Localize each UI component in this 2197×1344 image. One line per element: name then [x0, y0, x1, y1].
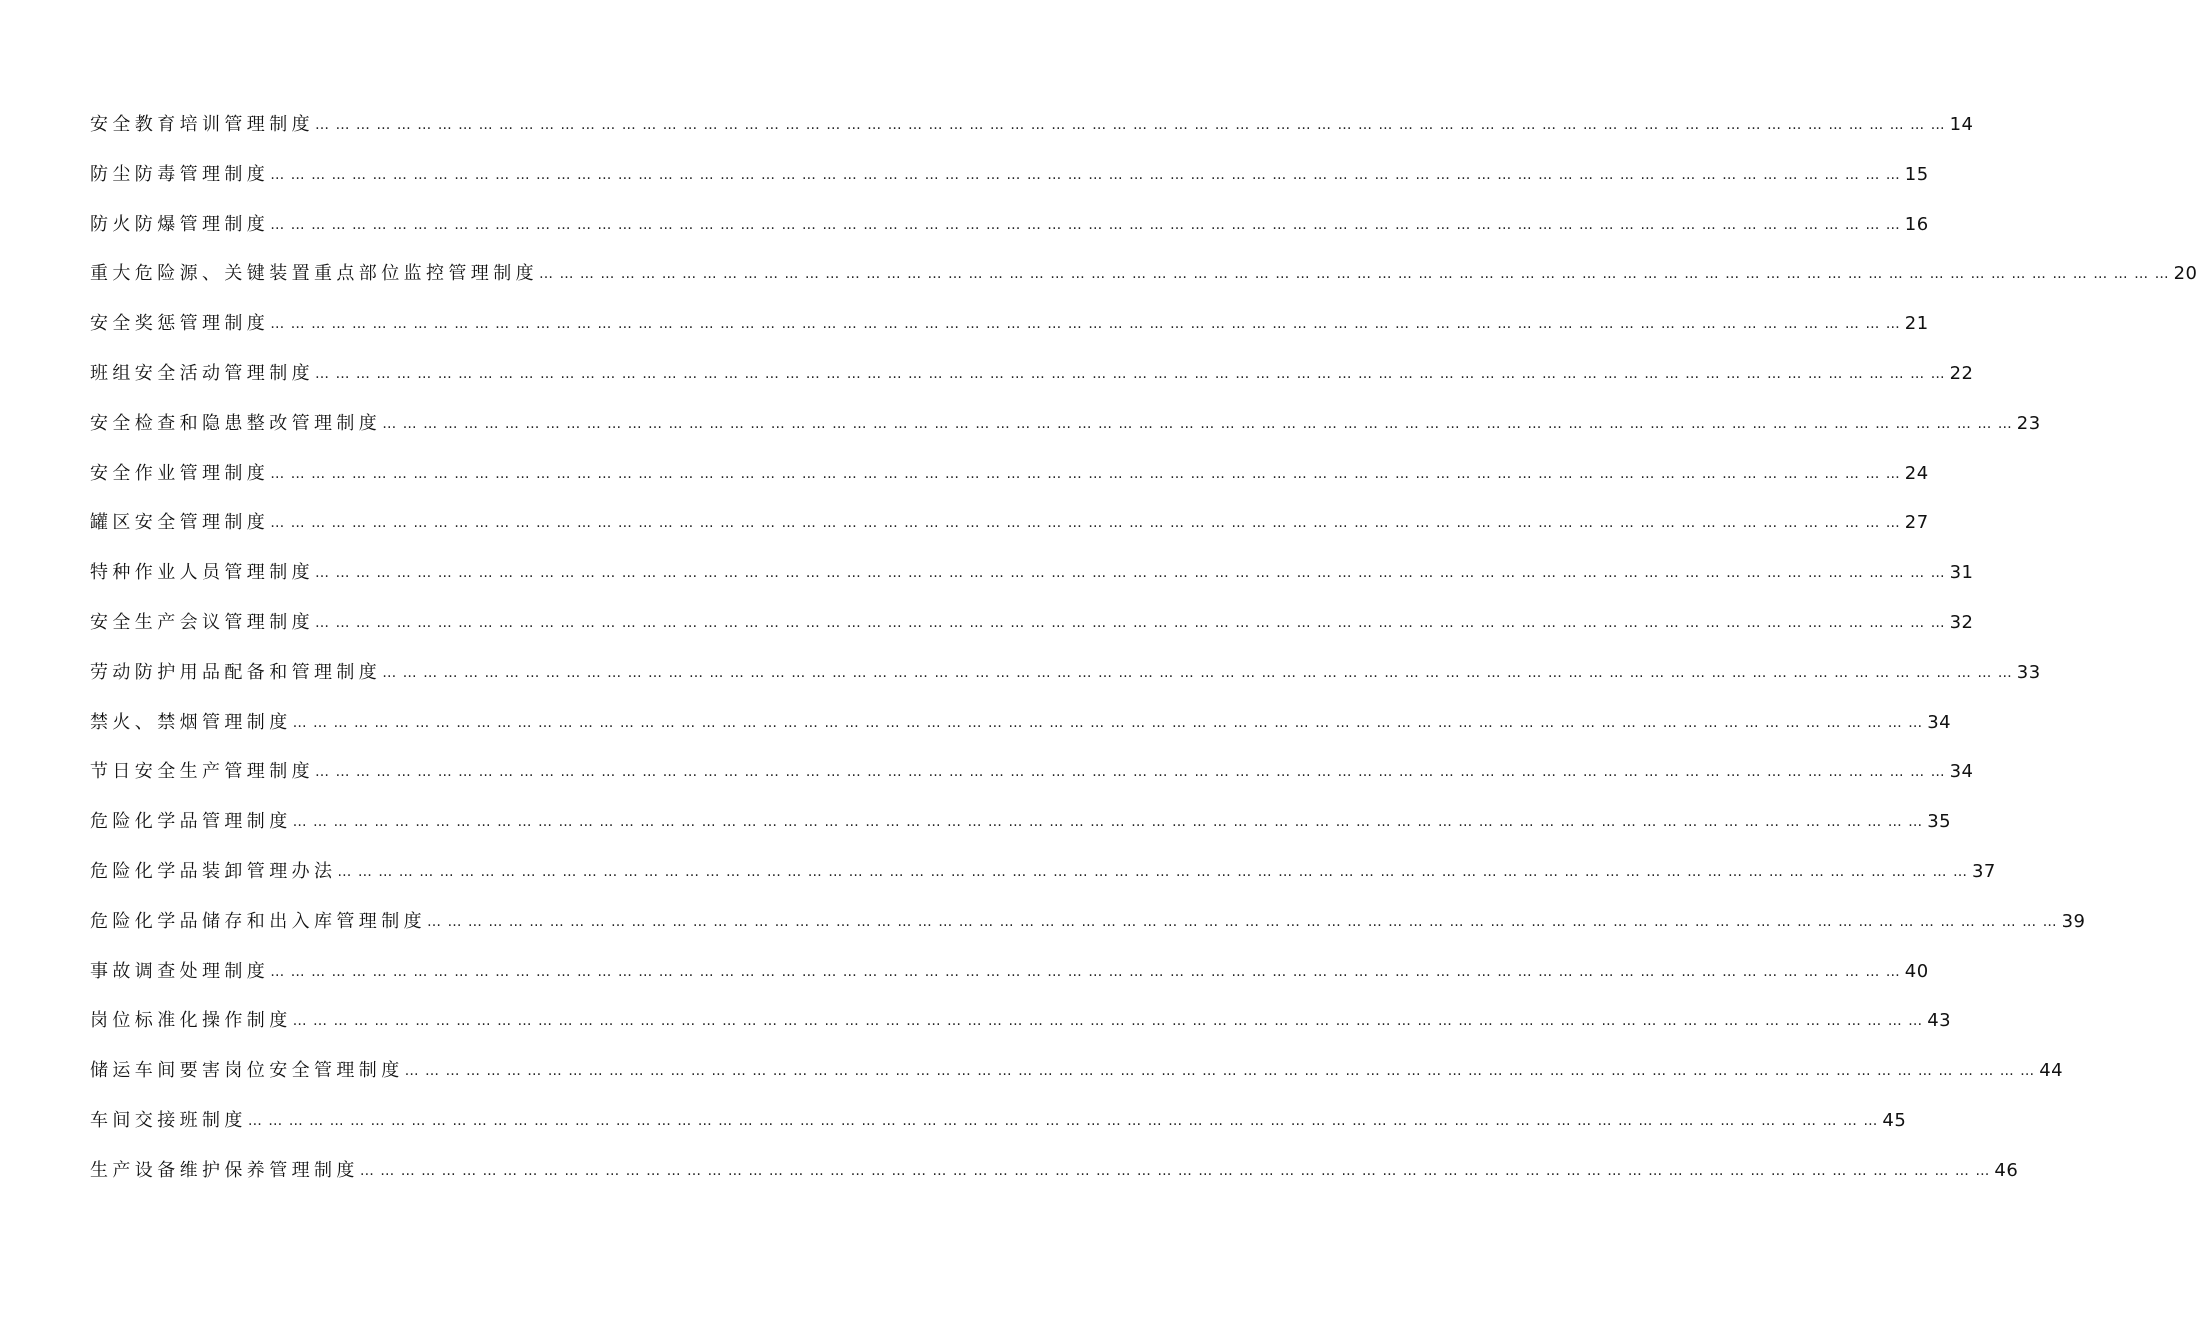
toc-leader-dots: … … … … … … … … … … … … … … … … … … … … … … … … … … … … … … … … … … … … … … … … … … … … … … … … … … … … … … … … … … … … … … … … … … … … … … … … … … … … … … … … — [270, 316, 1901, 333]
toc-entry[interactable] — [90, 110, 1974, 140]
toc-leader-dots: … … … … … … … … … … … … … … … … … … … … … … … … … … … … … … … … … … … … … … … … … … … … … … … … … … … … … … … … … … … … … … … … … … … … … … … … … … … … … … … … — [315, 614, 1946, 631]
toc-entry[interactable] — [90, 558, 1974, 588]
toc-entry-title: 节日安全生产管理制度 — [90, 761, 314, 783]
toc-entry[interactable] — [90, 359, 1974, 389]
toc-entry-title: 劳动防护用品配备和管理制度 — [90, 661, 382, 683]
toc-entry-page: 27 — [1904, 512, 1929, 534]
toc-leader-dots: … … … … … … … … … … … … … … … … … … … … … … … … … … … … … … … … … … … … … … … … … … … … … … … … … … … … … … … … … … … … … … … … … … … … … … … … … … … … … … … … — [382, 664, 2013, 681]
toc-entry-title: 危险化学品装卸管理办法 — [90, 860, 337, 882]
toc-entry[interactable] — [90, 857, 1996, 887]
toc-entry-title: 储运车间要害岗位安全管理制度 — [90, 1060, 404, 1082]
toc-leader-dots: … … … … … … … … … … … … … … … … … … … … … … … … … … … … … … … … … … … … … … … … … … … … … … … … … … … … … … … … … … … … … … … … … … … … … … … … … … … … … … … … — [359, 1162, 1991, 1179]
toc-entry-page: 33 — [2016, 661, 2041, 683]
toc-entry[interactable] — [90, 608, 1974, 638]
toc-leader-dots: … … … … … … … … … … … … … … … … … … … … … … … … … … … … … … … … … … … … … … … … … … … … … … … … … … … … … … … … … … … … … … … … … … … … … … … … … … … … … … … … — [247, 1112, 1879, 1129]
toc-entry-title: 安全奖惩管理制度 — [90, 313, 270, 335]
toc-entry[interactable] — [90, 907, 2086, 937]
toc-entry-page: 44 — [2039, 1060, 2064, 1082]
toc-entry[interactable] — [90, 957, 1929, 987]
toc-entry[interactable] — [90, 309, 1929, 339]
toc-entry[interactable] — [90, 757, 1974, 787]
toc-entry[interactable] — [90, 160, 1929, 190]
toc-entry-title: 危险化学品管理制度 — [90, 811, 292, 833]
toc-leader-dots: … … … … … … … … … … … … … … … … … … … … … … … … … … … … … … … … … … … … … … … … … … … … … … … … … … … … … … … … … … … … … … … … … … … … … … … … … … … … … … … … — [270, 515, 1901, 532]
toc-leader-dots: … … … … … … … … … … … … … … … … … … … … … … … … … … … … … … … … … … … … … … … … … … … … … … … … … … … … … … … … … … … … … … … … … … … … … … … … … … … … … … … … — [404, 1063, 2036, 1080]
toc-entry-page: 34 — [1927, 711, 1952, 733]
toc-entry-page: 43 — [1927, 1010, 1952, 1032]
toc-entry-page: 16 — [1904, 213, 1929, 235]
toc-leader-dots: … … … … … … … … … … … … … … … … … … … … … … … … … … … … … … … … … … … … … … … … … … … … … … … … … … … … … … … … … … … … … … … … … … … … … … … … … … … … … … … … — [315, 764, 1946, 781]
toc-entry-page: 15 — [1904, 163, 1929, 185]
toc-entry-page: 32 — [1949, 611, 1974, 633]
toc-entry-title: 安全生产会议管理制度 — [90, 611, 314, 633]
toc-entry-page: 20 — [2173, 263, 2197, 285]
toc-entry[interactable] — [90, 459, 1929, 489]
toc-entry[interactable] — [90, 708, 1952, 738]
toc-entry-title: 安全教育培训管理制度 — [90, 114, 314, 135]
toc-leader-dots: … … … … … … … … … … … … … … … … … … … … … … … … … … … … … … … … … … … … … … … … … … … … … … … … … … … … … … … … … … … … … … … … … … … … … … … … … … … … … … … … — [270, 166, 1901, 183]
toc-entry-title: 安全作业管理制度 — [90, 462, 270, 484]
toc-entry-title: 事故调查处理制度 — [90, 960, 270, 982]
toc-leader-dots: … … … … … … … … … … … … … … … … … … … … … … … … … … … … … … … … … … … … … … … … … … … … … … … … … … … … … … … … … … … … … … … … … … … … … … … … … … … … … … … … — [270, 216, 1901, 233]
toc-entry[interactable] — [90, 807, 1952, 837]
toc-leader-dots: … … … … … … … … … … … … … … … … … … … … … … … … … … … … … … … … … … … … … … … … … … … … … … … … … … … … … … … … … … … … … … … … … … … … … … … … … … … … … … … … — [270, 963, 1901, 980]
toc-entry-page: 40 — [1904, 960, 1929, 982]
toc-leader-dots: … … … … … … … … … … … … … … … … … … … … … … … … … … … … … … … … … … … … … … … … … … … … … … … … … … … … … … … … … … … … … … … … … … … … … … … … … … … … … … … … — [315, 365, 1946, 382]
table-of-contents — [90, 110, 2197, 1206]
toc-entry-page: 46 — [1994, 1159, 2019, 1181]
toc-leader-dots: … … … … … … … … … … … … … … … … … … … … … … … … … … … … … … … … … … … … … … … … … … … … … … … … … … … … … … … … … … … … … … … … … … … … … … … … … … … … … … … … — [270, 465, 1901, 482]
toc-entry-page: 35 — [1927, 811, 1952, 833]
toc-entry-title: 安全检查和隐患整改管理制度 — [90, 412, 382, 434]
toc-entry-title: 危险化学品储存和出入库管理制度 — [90, 910, 426, 932]
toc-leader-dots: … … … … … … … … … … … … … … … … … … … … … … … … … … … … … … … … … … … … … … … … … … … … … … … … … … … … … … … … … … … … … … … … … … … … … … … … … … … … … … … … — [427, 913, 2058, 930]
toc-entry-title: 岗位标准化操作制度 — [90, 1010, 292, 1032]
toc-entry[interactable] — [90, 259, 2197, 289]
toc-entry[interactable] — [90, 210, 1929, 240]
toc-entry-page: 24 — [1904, 462, 1929, 484]
toc-leader-dots: … … … … … … … … … … … … … … … … … … … … … … … … … … … … … … … … … … … … … … … … … … … … … … … … … … … … … … … … … … … … … … … … … … … … … … … … … … … … … … … … — [337, 863, 1968, 880]
toc-entry-title: 禁火、禁烟管理制度 — [90, 711, 292, 733]
toc-leader-dots: … … … … … … … … … … … … … … … … … … … … … … … … … … … … … … … … … … … … … … … … … … … … … … … … … … … … … … … … … … … … … … … … … … … … … … … … … … … … … … … … — [539, 266, 2170, 283]
toc-leader-dots: … … … … … … … … … … … … … … … … … … … … … … … … … … … … … … … … … … … … … … … … … … … … … … … … … … … … … … … … … … … … … … … … … … … … … … … … … … … … … … … … — [292, 714, 1924, 731]
toc-leader-dots: … … … … … … … … … … … … … … … … … … … … … … … … … … … … … … … … … … … … … … … … … … … … … … … … … … … … … … … … … … … … … … … … … … … … … … … … … … … … … … … … — [315, 565, 1946, 582]
toc-entry[interactable] — [90, 409, 2041, 439]
toc-entry-page: 31 — [1949, 562, 1974, 584]
toc-entry-page: 45 — [1882, 1109, 1907, 1131]
toc-entry[interactable] — [90, 1106, 1907, 1136]
toc-leader-dots: … … … … … … … … … … … … … … … … … … … … … … … … … … … … … … … … … … … … … … … … … … … … … … … … … … … … … … … … … … … … … … … … … … … … … … … … … … … … … … … … — [292, 1013, 1924, 1030]
toc-entry-page: 23 — [2016, 412, 2041, 434]
toc-leader-dots: … … … … … … … … … … … … … … … … … … … … … … … … … … … … … … … … … … … … … … … … … … … … … … … … … … … … … … … … … … … … … … … … … … … … … … … … … … … … … … … … — [292, 814, 1924, 831]
toc-entry-title: 重大危险源、关键装置重点部位监控管理制度 — [90, 263, 538, 285]
toc-entry-title: 防火防爆管理制度 — [90, 213, 270, 235]
toc-entry-title: 班组安全活动管理制度 — [90, 362, 314, 384]
toc-entry-page: 39 — [2061, 910, 2086, 932]
toc-entry-page: 34 — [1949, 761, 1974, 783]
toc-entry-title: 车间交接班制度 — [90, 1109, 247, 1131]
toc-entry-title: 防尘防毒管理制度 — [90, 163, 270, 185]
toc-entry[interactable] — [90, 1006, 1952, 1036]
toc-entry-title: 罐区安全管理制度 — [90, 512, 270, 534]
toc-entry-page: 14 — [1949, 114, 1974, 135]
toc-entry[interactable] — [90, 1056, 2064, 1086]
toc-entry[interactable] — [90, 658, 2041, 688]
toc-entry-title: 生产设备维护保养管理制度 — [90, 1159, 359, 1181]
toc-entry[interactable] — [90, 508, 1929, 538]
toc-leader-dots: … … … … … … … … … … … … … … … … … … … … … … … … … … … … … … … … … … … … … … … … … … … … … … … … … … … … … … … … … … … … … … … … … … … … … … … … … … … … … … … … — [382, 415, 2013, 432]
toc-entry-page: 37 — [1971, 860, 1996, 882]
toc-entry-title: 特种作业人员管理制度 — [90, 562, 314, 584]
toc-entry-page: 22 — [1949, 362, 1974, 384]
toc-leader-dots: … … … … … … … … … … … … … … … … … … … … … … … … … … … … … … … … … … … … … … … … … … … … … … … … … … … … … … … … … … … … … … … … … … … … … … … … … … … … … … … … — [315, 117, 1946, 133]
toc-entry-page: 21 — [1904, 313, 1929, 335]
toc-entry[interactable] — [90, 1156, 2019, 1186]
